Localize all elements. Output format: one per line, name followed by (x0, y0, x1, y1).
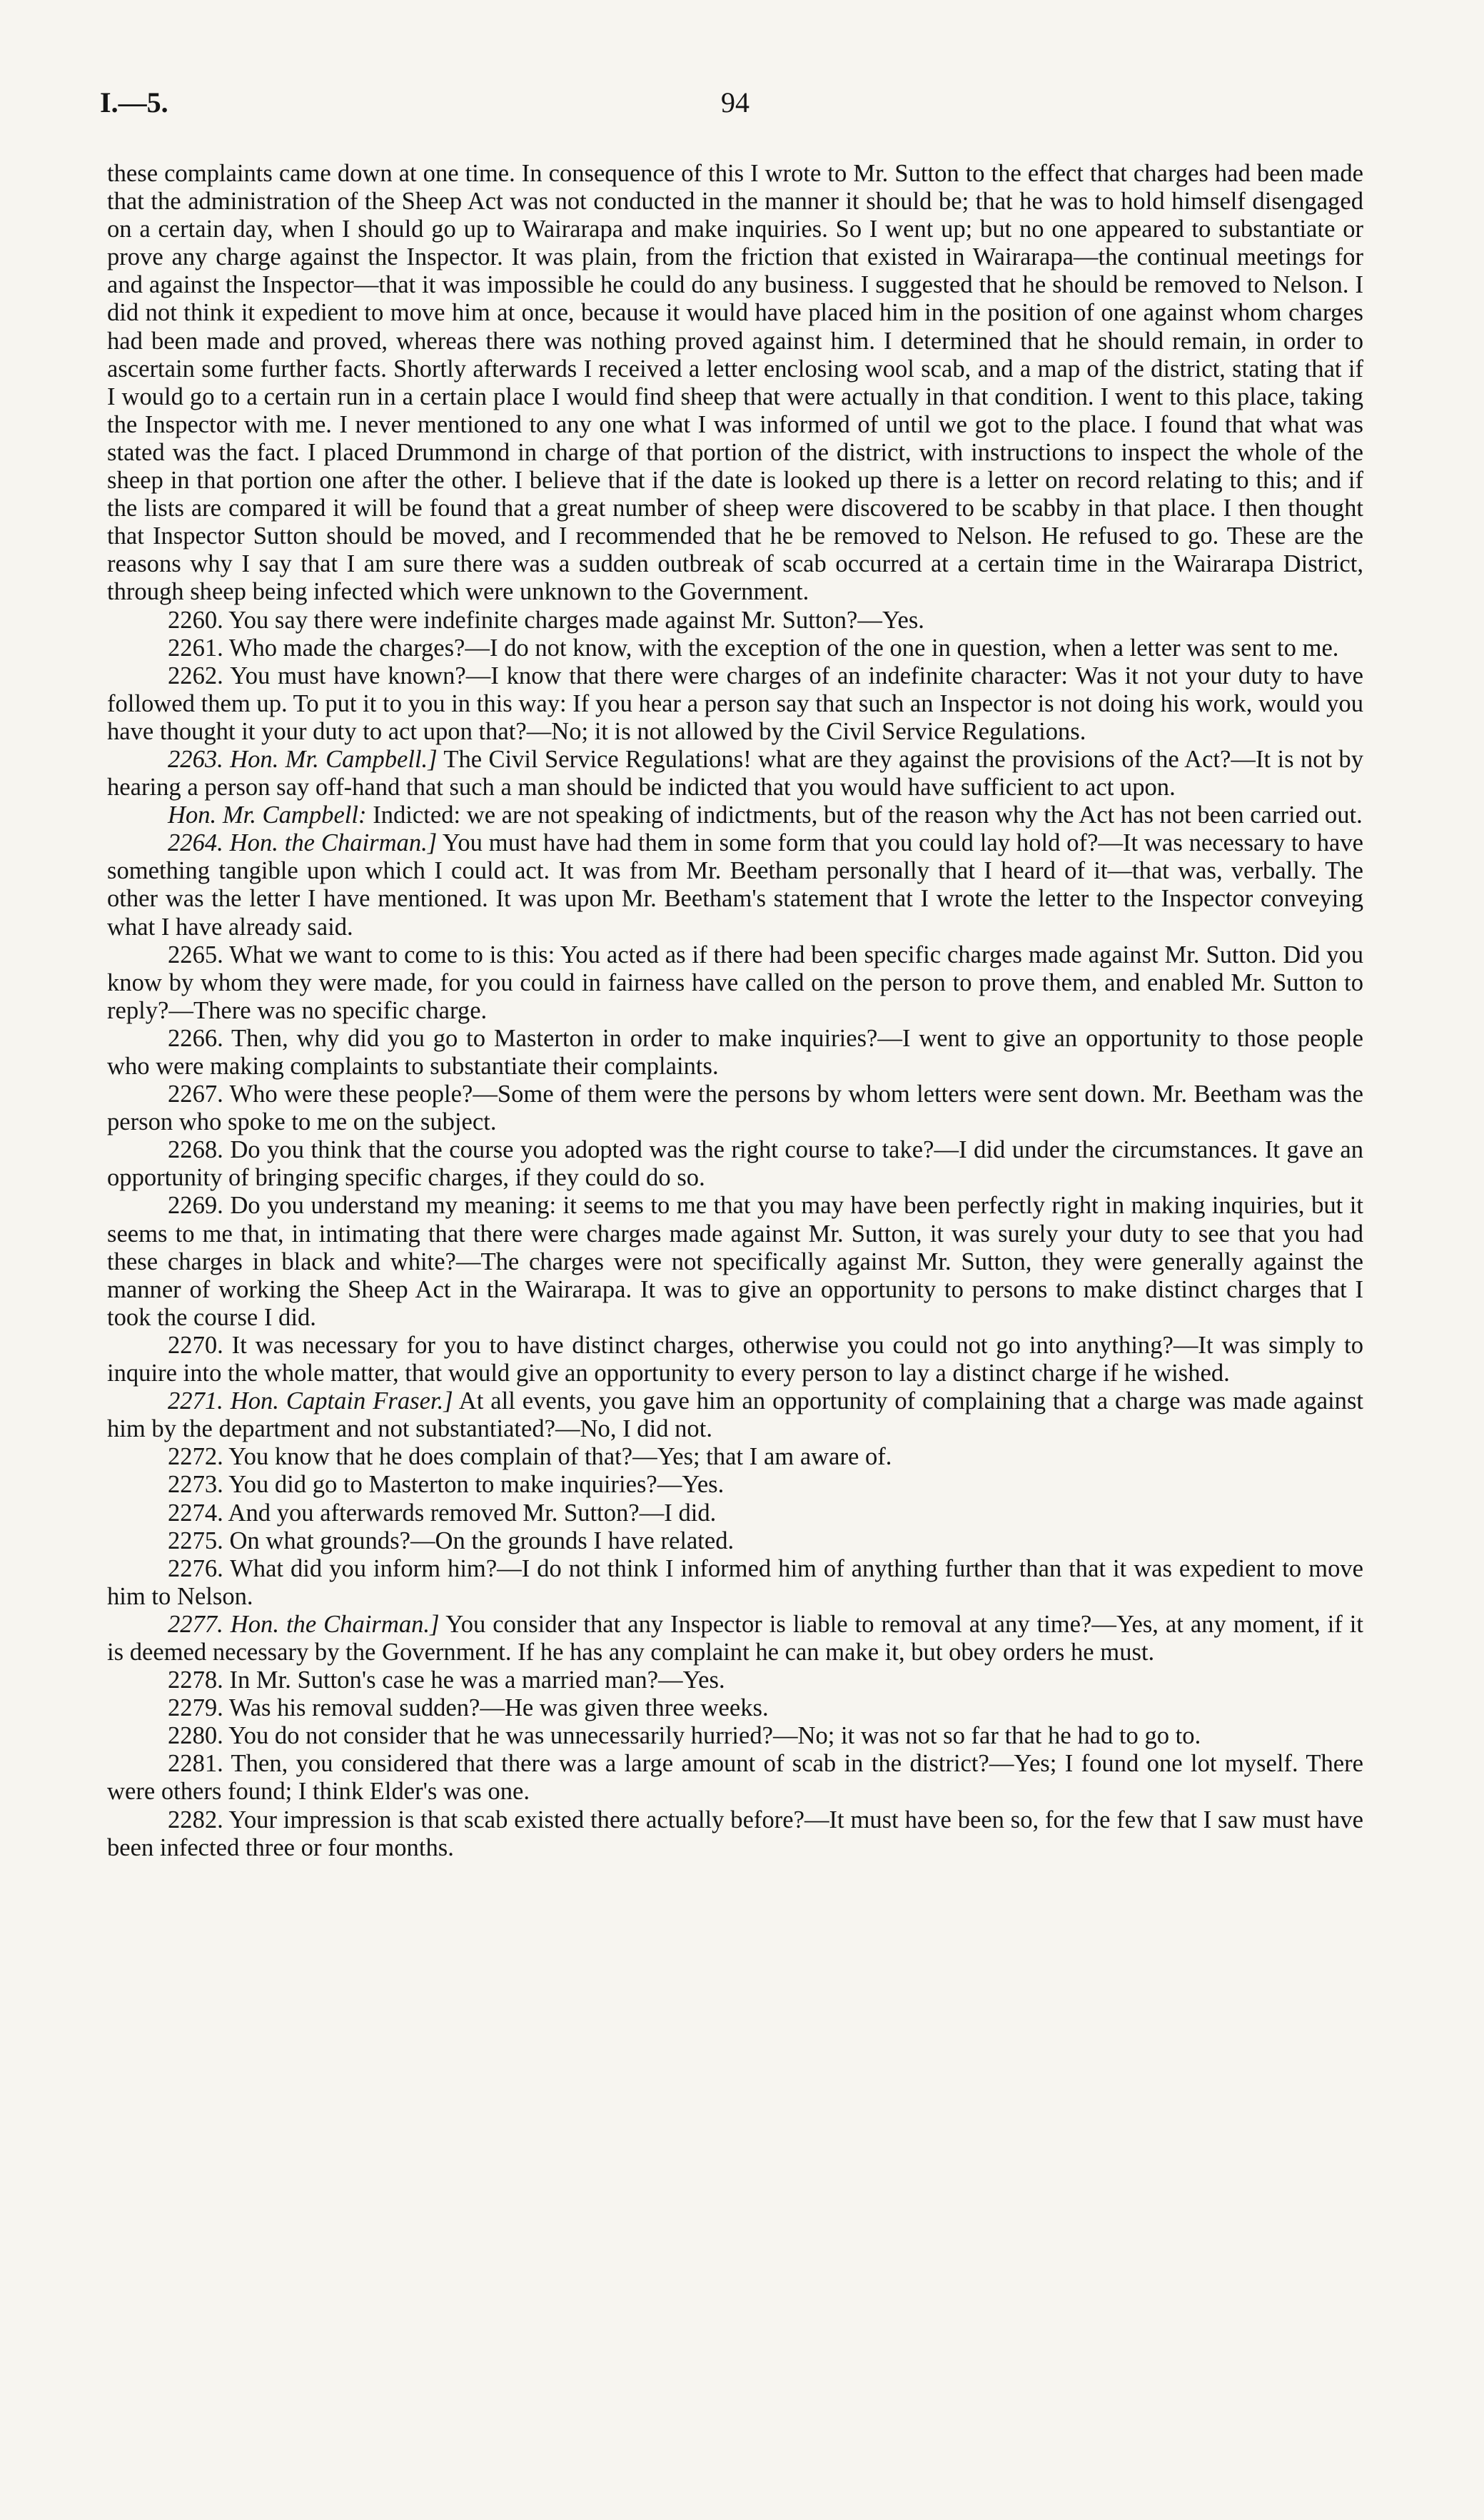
question-paragraph (107, 1025, 1363, 1081)
paragraph-text: 2269. Do you understand my meaning: it seems to me that you may have been perfectly right in making inquiries, but it seems to me that, in intimating that there were charges made against Mr. Sutton, it was surely your duty to see that you had these charges in black and white?—The charges were not specifically against Mr. Sutton, they were generally against the manner of working the Sheep Act in the Wairarapa. It was to give an opportunity to persons to make distinct charges that I took the course I did. (107, 1192, 1363, 1331)
question-paragraph (107, 1666, 1363, 1694)
evidence-body (107, 160, 1363, 1862)
question-paragraph (107, 1081, 1363, 1136)
question-paragraph (107, 1387, 1363, 1443)
question-paragraph (107, 1806, 1363, 1862)
question-paragraph (107, 607, 1363, 634)
paragraph-text: 2270. It was necessary for you to have distinct charges, otherwise you could not go into anything?—It was simply to inquire into the whole matter, that would give an opportunity to every person to lay a distinct charge if he wished. (107, 1331, 1363, 1387)
paragraph-text: 2280. You do not consider that he was unnecessarily hurried?—No; it was not so far that he had to go to. (168, 1722, 1201, 1750)
paragraph-text: 2274. And you afterwards removed Mr. Sutton?—I did. (168, 1499, 717, 1527)
interjection-paragraph (107, 801, 1363, 829)
question-paragraph (107, 1611, 1363, 1666)
paragraph-text: 2266. Then, why did you go to Masterton in order to make inquiries?—I went to give an opportunity to those people who were making complaints to substantiate their complaints. (107, 1024, 1363, 1080)
question-paragraph (107, 1136, 1363, 1192)
paragraph-text: You consider that any Inspector is liable to removal at any time?—Yes, at any moment, if it is deemed necessary by the Government. If he has any complaint he can make it, but obey orders he must. (107, 1610, 1363, 1666)
paragraph-text: 2267. Who were these people?—Some of them were the persons by whom letters were sent down. Mr. Beetham was the person who spoke to me on the subject. (107, 1081, 1363, 1136)
paragraph-text: 2276. What did you inform him?—I do not think I informed him of anything further than that it was expedient to move him to Nelson. (107, 1554, 1363, 1610)
paragraph-text: 2279. Was his removal sudden?—He was given three weeks. (168, 1694, 769, 1722)
question-paragraph (107, 1527, 1363, 1555)
speaker-label: 2271. Hon. Captain Fraser.] (168, 1387, 453, 1415)
speaker-label: Hon. Mr. Campbell: (168, 801, 367, 829)
paragraph-text: 2265. What we want to come to is this: You acted as if there had been specific charges made against Mr. Sutton. Did you know by whom they were made, for you could in fairness have called on the person to prove them, and enabled Mr. Sutton to reply?—There was no specific charge. (107, 941, 1363, 1024)
question-paragraph (107, 1694, 1363, 1722)
paragraph-text: Indicted: we are not speaking of indictments, but of the reason why the Act has not been carried out. (366, 801, 1363, 829)
document-reference: I.—5. (100, 86, 168, 118)
paragraph-text: The Civil Service Regulations! what are they against the provisions of the Act?—It is not by hearing a person say off-hand that such a man should be indicted that you would have sufficient to act upon. (107, 745, 1363, 801)
paragraph-text: 2278. In Mr. Sutton's case he was a married man?—Yes. (168, 1666, 725, 1694)
speaker-label: 2277. Hon. the Chairman.] (168, 1610, 440, 1638)
question-paragraph (107, 662, 1363, 746)
paragraph-text: 2281. Then, you considered that there was a large amount of scab in the district?—Yes; I found one lot myself. There were others found; I think Elder's was one. (107, 1750, 1363, 1806)
paragraph-text: 2262. You must have known?—I know that there were charges of an indefinite character: Was it not your duty to have followed them up. To put it to you in this way: If you hear a person say that such an Inspector is not doing his work, would you have thought it your duty to act upon that?—No; it is not allowed by the Civil Service Regulations. (107, 662, 1363, 745)
question-paragraph (107, 634, 1363, 662)
question-paragraph (107, 1443, 1363, 1471)
paragraph-text: 2268. Do you think that the course you adopted was the right course to take?—I did under the circumstances. It gave an opportunity of bringing specific charges, if they could do so. (107, 1136, 1363, 1192)
question-paragraph (107, 829, 1363, 941)
question-paragraph (107, 1722, 1363, 1750)
question-paragraph (107, 1499, 1363, 1527)
question-paragraph (107, 746, 1363, 801)
continuation-paragraph (107, 160, 1363, 607)
question-paragraph (107, 1750, 1363, 1806)
speaker-label: 2263. Hon. Mr. Campbell.] (168, 745, 438, 773)
paragraph-text: 2275. On what grounds?—On the grounds I have related. (168, 1527, 735, 1554)
paragraph-text: At all events, you gave him an opportunity of complaining that a charge was made against him by the department and not substantiated?—No, I did not. (107, 1387, 1364, 1443)
paragraph-text: 2273. You did go to Masterton to make inquiries?—Yes. (168, 1471, 725, 1499)
question-paragraph (107, 1555, 1363, 1611)
paragraph-text: 2261. Who made the charges?—I do not know, with the exception of the one in question, when a letter was sent to me. (168, 634, 1339, 662)
question-paragraph (107, 1471, 1363, 1499)
question-paragraph (107, 1192, 1363, 1331)
question-paragraph (107, 941, 1363, 1025)
paragraph-text: You must have had them in some form that you could lay hold of?—It was necessary to have something tangible upon which I could act. It was from Mr. Beetham personally that I heard of it—that was, verbally. The other was the letter I have mentioned. It was upon Mr. Beetham's statement that I wrote the letter to the Inspector conveying what I have already said. (107, 829, 1363, 941)
document-page (100, 86, 1364, 1862)
paragraph-text: 2260. You say there were indefinite charges made against Mr. Sutton?—Yes. (168, 606, 924, 634)
paragraph-text: 2282. Your impression is that scab existed there actually before?—It must have been so, for the few that I saw must have been infected three or four months. (107, 1806, 1363, 1861)
question-paragraph (107, 1332, 1363, 1387)
paragraph-text: these complaints came down at one time. In consequence of this I wrote to Mr. Sutton to the effect that charges had been made that the administration of the Sheep Act was not conducted in the manner it should be; that he was to hold himself disengaged on a certain day, when I should go up to Wairarapa and make inquiries. So I went up; but no one appeared to substantiate or prove any charge against the Inspector. It was plain, from the friction that existed in Wairarapa—the continual meetings for and against the Inspector—that it was impossible he could do any business. I suggested that he should be removed to Nelson. I did not think it expedient to move him at once, because it would have placed him in the position of one against whom charges had been made and proved, whereas there was nothing proved against him. I determined that he should remain, in order to ascertain some further facts. Shortly afterwards I received a letter enclosing wool scab, and a map of the district, stating that if I would go to a certain run in a certain place I would find sheep that were actually in that condition. I went to this place, taking the Inspector with me. I never mentioned to any one what I was informed of until we got to the place. I found that what was stated was the fact. I placed Drummond in charge of that portion of the district, with instructions to inspect the whole of the sheep in that portion one after the other. I believe that if the date is looked up there is a letter on record relating to this; and if the lists are compared it will be found that a great number of sheep were discovered to be scabby in that place. I then thought that Inspector Sutton should be moved, and I recommended that he be removed to Nelson. He refused to go. These are the reasons why I say that I am sure there was a sudden outbreak of scab occurred at a certain time in the Wairarapa District, through sheep being infected which were unknown to the Government. (107, 160, 1363, 606)
running-header (100, 86, 1363, 136)
paragraph-text: 2272. You know that he does complain of that?—Yes; that I am aware of. (168, 1443, 892, 1471)
speaker-label: 2264. Hon. the Chairman.] (168, 829, 438, 857)
page-number: 94 (721, 86, 749, 118)
